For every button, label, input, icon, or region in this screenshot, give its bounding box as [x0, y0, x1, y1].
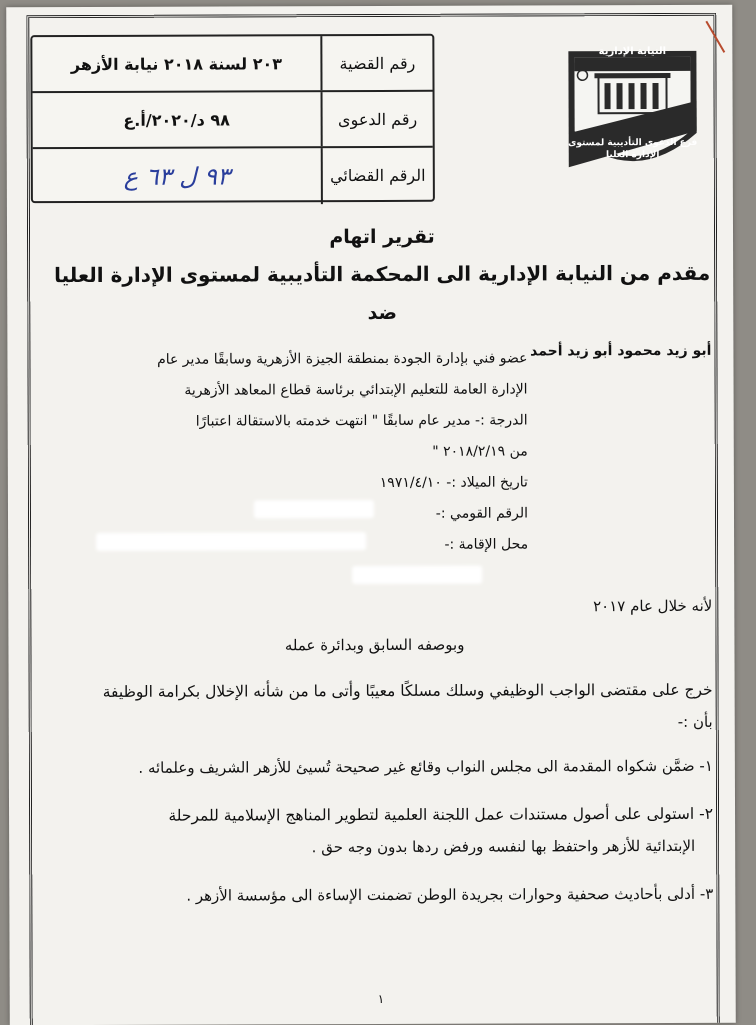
national-id-line: الرقم القومي :-: [435, 505, 529, 522]
redacted-national-id: [254, 500, 374, 518]
charge-intro: لأنه خلال عام ٢٠١٧: [593, 596, 713, 616]
case-number-value: ٢٠٣ لسنة ٢٠١٨ نيابة الأزهر: [70, 54, 283, 75]
charge-item-2-continuation: الإبتدائية للأزهر واحتفظ بها لنفسه ورفض ردها بدون وجه حق .: [311, 836, 696, 857]
redacted-address-line-2: [352, 566, 482, 584]
seal-band-text: فرع الدعوى التأديبية لمستوى الإدارة العليا: [568, 137, 698, 161]
redacted-address: [96, 532, 366, 551]
grade-date-line: من ٢٠١٨/٢/١٩ ": [432, 443, 528, 460]
accused-details: [27, 343, 528, 562]
judicial-number-row: [33, 148, 433, 205]
prosecution-seal-logo: [558, 41, 707, 192]
judicial-number-handwritten: ٩٣ ل ٦٣ ع: [123, 162, 230, 191]
report-subtitle: مقدم من النيابة الإدارية الى المحكمة التأديبية لمستوى الإدارة العليا: [54, 260, 711, 288]
grade-line: الدرجة :- مدير عام سابقًا " انتهت خدمته بالاستقالة اعتبارًا: [195, 412, 528, 430]
charge-continuation: بأن :-: [677, 712, 713, 731]
lawsuit-number-label: رقم الدعوى: [321, 92, 433, 146]
charge-item-3: ٣- أدلى بأحاديث صحفية وحوارات بجريدة الوطن تضمنت الإساءة الى مؤسسة الأزهر .: [186, 884, 714, 905]
case-number-row: [32, 36, 432, 93]
charge-item-1: ١- ضمَّن شكواه المقدمة الى مجلس النواب وقائع غير صحيحة تُسيئ للأزهر الشريف وعلمائه .: [138, 756, 713, 777]
case-info-box: [30, 34, 435, 203]
job-line-2: الإدارة العامة للتعليم الإبتدائي برئاسة قطاع المعاهد الأزهرية: [184, 381, 528, 399]
seal-title-text: النيابة الإدارية: [598, 45, 667, 58]
report-title: تقرير اتهام: [329, 225, 435, 249]
residence-line: محل الإقامة :-: [444, 536, 529, 553]
accused-name: أبو زيد محمود أبو زيد أحمد: [530, 342, 712, 360]
job-line-1: عضو فني بإدارة الجودة بمنطقة الجيزة الأزهرية وسابقًا مدير عام: [157, 350, 528, 368]
against-label: ضد: [367, 301, 398, 325]
birth-date-line: تاريخ الميلاد :- ١٩٧١/٤/١٠: [379, 474, 528, 491]
case-number-label: رقم القضية: [320, 36, 432, 90]
capacity-line: وبوصفه السابق وبدائرة عمله: [284, 635, 465, 655]
charge-text: خرج على مقتضى الواجب الوظيفي وسلك مسلكًا معيبًا وأتى ما من شأنه الإخلال بكرامة الوظيفة: [102, 680, 713, 701]
lawsuit-number-row: [33, 92, 433, 149]
judicial-number-label: الرقم القضائي: [321, 148, 433, 204]
lawsuit-number-value: ٩٨ د/٢٠٢٠/أ.ع: [123, 110, 230, 130]
page-number: ١: [377, 991, 385, 1006]
charge-item-2: ٢- استولى على أصول مستندات عمل اللجنة العلمية لتطوير المناهج الإسلامية للمرحلة: [168, 804, 714, 825]
document-page: [6, 5, 736, 1025]
